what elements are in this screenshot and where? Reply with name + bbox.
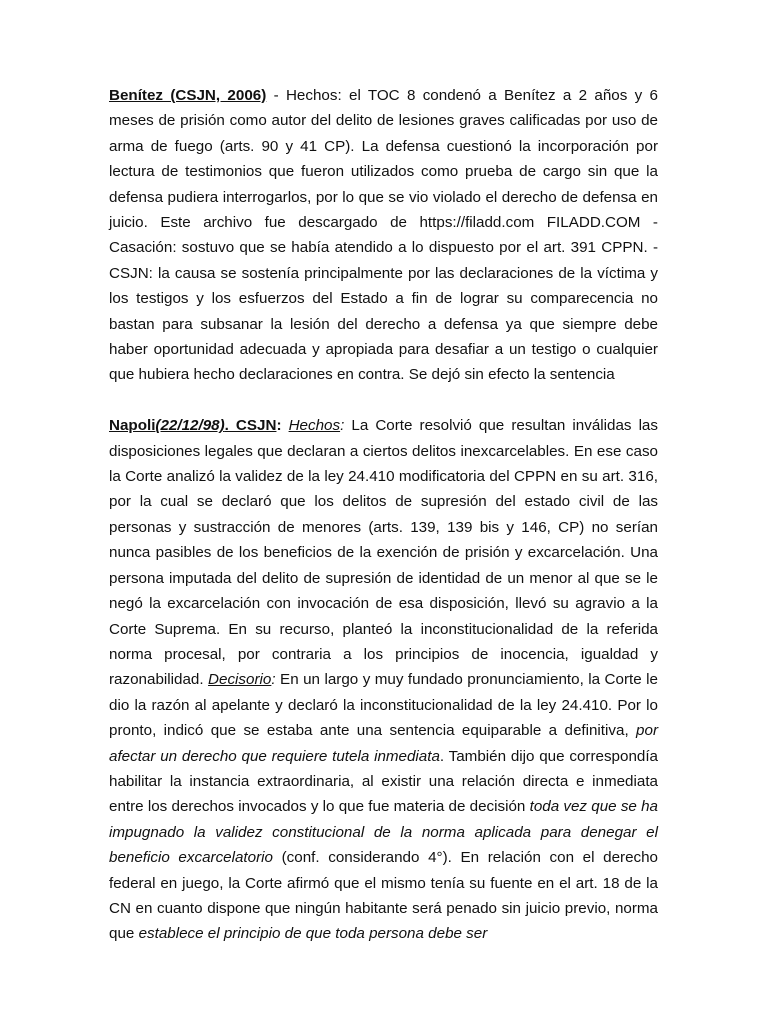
- document-page: [109, 83, 658, 947]
- hechos-text: La Corte resolvió que resultan inválidas las disposiciones legales que declaran a ciertos delitos inexcarcelables. En ese caso la Corte analizó la validez de la ley 24.410 modificatoria del CPPN en su art. 316, por la cual se declaró que los delitos de supresión del estado civil de las personas y sustracción de menores (arts. 139, 139 bis y 146, CP) no serían nunca pasibles de los beneficios de la exención de prisión y excarcelación. Una persona imputada del delito de supresión de identidad de un menor al que se le negó la excarcelación con invocación de esa disposición, llevó su agravio a la Corte Suprema. En su recurso, planteó la inconstitucionalidad de la referida norma procesal, por contraria a los principios de inocencia, igualdad y razonabilidad.: [109, 417, 658, 689]
- decisorio-label: Decisorio: [208, 671, 272, 689]
- hechos-colon: :: [340, 417, 345, 435]
- case-heading-colon: :: [276, 417, 282, 435]
- decisorio-text: En un largo y muy fundado pronunciamiento, la Corte le dio la razón al apelante y declaró la inconstitucionalidad de la ley 24.410. Por lo pronto, indicó que se estaba ante una sentencia equiparable a definitiva,: [109, 671, 658, 740]
- paragraph-benitez: [109, 83, 658, 388]
- quote-principio: establece el principio de que toda persona debe ser: [138, 925, 488, 943]
- quote-tutela: por afectar un derecho que requiere tutela inmediata: [109, 722, 658, 765]
- quote-validez: toda vez que se ha impugnado la validez constitucional de la norma aplicada para denegar el beneficio excarcelatorio: [109, 798, 658, 867]
- case-heading-benitez: Benítez (CSJN, 2006): [109, 87, 267, 104]
- case-name-napoli: Napoli: [109, 417, 156, 435]
- paragraph-napoli: [109, 413, 658, 947]
- case-court-napoli: . CSJN: [224, 417, 277, 435]
- hechos-label: Hechos: [288, 417, 341, 435]
- decisorio-text-2: . También dijo que correspondía habilitar la instancia extraordinaria, al existir una relación directa e inmediata entre los derechos invocados y lo que fue materia de decisión: [109, 747, 658, 816]
- case-date-napoli: (22/12/98): [155, 417, 225, 435]
- decisorio-text-3: (conf. considerando 4°). En relación con el derecho federal en juego, la Corte afirmó que el mismo tenía su fuente en el art. 18 de la CN en cuanto dispone que ningún habitante será penado sin juicio previo, norma que: [109, 849, 659, 943]
- case-text-benitez: - Hechos: el TOC 8 condenó a Benítez a 2 años y 6 meses de prisión como autor del delito de lesiones graves calificadas por uso de arma de fuego (arts. 90 y 41 CP). La defensa cuestionó la incorporación por lectura de testimonios que fueron utilizados como prueba de cargo sin que la defensa pudiera interrogarlos, por lo que se vio violado el derecho de defensa en juicio. Este archivo fue descargado de https://filadd.com FILADD.COM - Casación: sostuvo que se había atendido a lo dispuesto por el art. 391 CPPN. - CSJN: la causa se sostenía principalmente por las declaraciones de la víctima y los testigos y los esfuerzos del Estado a fin de lograr su comparecencia no bastan para subsanar la lesión del derecho a defensa ya que siempre debe haber oportunidad adecuada y apropiada para desafiar a un testigo o cualquier que hubiera hecho declaraciones en contra. Se dejó sin efecto la sentencia: [109, 87, 658, 384]
- decisorio-colon: :: [271, 671, 276, 689]
